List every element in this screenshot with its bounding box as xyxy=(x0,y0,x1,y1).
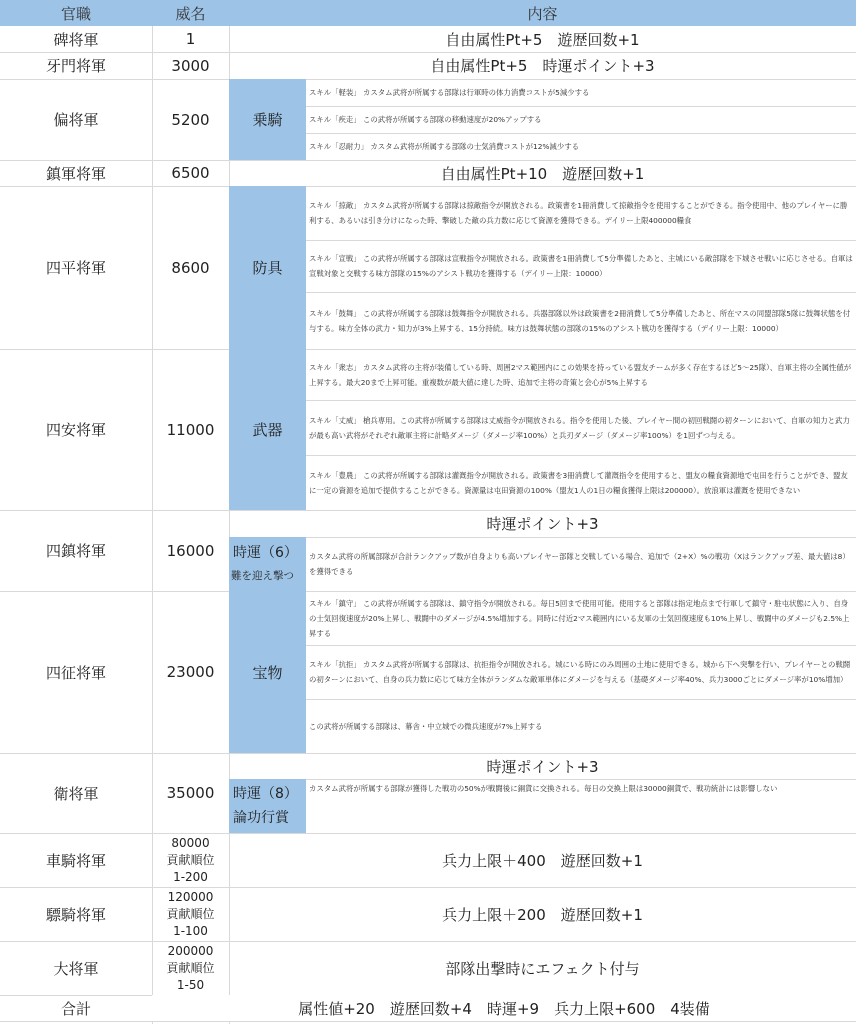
skill-description: スキル「豊農」 この武将が所属する部隊は灌漑指令が開放される。政策書を3冊消費して灌漑指令を使用すると、盟友の糧食資源地で屯田を行うことができ、盟友に一定の資源を追加で提供することができる。資源量は屯田資源の100%（盟友1人の1日の糧食獲得上限は200000）。放浪軍は灌漑を使用できない xyxy=(309,470,848,495)
skill-description: スキル「疾走」 この武将が所属する部隊の移動速度が20%アップする xyxy=(309,115,542,124)
fame-value xyxy=(152,833,229,887)
rank-name: 四安将軍 xyxy=(45,421,106,439)
reward-summary: 自由属性Pt+5 遊歴回数+1 xyxy=(445,30,640,49)
skill-description: スキル「抗拒」 カスタム武将が所属する部隊は、抗拒指令が開放される。城にいる時にのみ周囲の土地に使用できる。城から下へ突撃を行い、プレイヤーとの戦闘の初ターンにおいて、自身の兵力数に応じて味方全体がランダムな敵軍単体にダメージを与える（基礎ダメージ率40%、兵力3000ごとにダメージ率が10%増加） xyxy=(309,660,851,684)
rank-name: 碑将軍 xyxy=(53,30,99,49)
fortune-title: 時運（8） xyxy=(233,786,298,802)
reward-summary: 自由属性Pt+10 遊歴回数+1 xyxy=(440,164,645,183)
reward-summary: 時運ポイント+3 xyxy=(486,757,599,776)
equipment-category: 武器 xyxy=(229,349,306,510)
skill-description: この武将が所属する部隊は、幕舎・中立城での微兵速度が7%上昇する xyxy=(309,721,543,731)
fortune-box xyxy=(229,779,306,833)
rank-name: 四平将軍 xyxy=(45,259,106,277)
rank-name: 驃騎将軍 xyxy=(45,905,106,924)
fame-value xyxy=(152,941,229,995)
fame-amount: 120000 xyxy=(167,889,214,904)
skill-description: スキル「鎮守」 この武将が所属する部隊は、鎮守指令が開放される。毎日5回まで使用可能。使用すると部隊は指定地点まで行軍して鎮守・駐屯状態に入り、自身の士気回復速度が20%上昇し、戦闘中のダメージが4.5%増加する。同時に付近2マス範囲内にいる友軍の士気回復速度も10%上昇し、戦闘中のダメージも2.5%上昇する xyxy=(309,598,850,638)
header-content: 内容 xyxy=(229,0,856,26)
fortune-description: カスタム武将の所属部隊が合計ランクアップ数が自身よりも高いプレイヤー部隊と交戦している場合、追加で（2+X）%の戦功（Xはランクアップ差、最大値は8）を獲得できる xyxy=(309,552,850,576)
equipment-category: 乗騎 xyxy=(229,79,306,160)
skill-description: スキル「忍耐力」 カスタム武将が所属する部隊の士気消費コストが12%減少する xyxy=(309,142,579,151)
header-rank: 官職 xyxy=(0,0,152,26)
fortune-box xyxy=(229,537,306,591)
fame-condition: 貢献順位 xyxy=(166,960,215,975)
rank-name: 衛将軍 xyxy=(53,784,99,803)
fortune-title: 時運（6） xyxy=(233,545,298,561)
fame-amount: 200000 xyxy=(167,943,214,958)
total-summary: 属性値+20 遊歴回数+4 時運+9 兵力上限+600 4装備 xyxy=(152,995,856,1021)
fame-range: 1-50 xyxy=(176,977,205,992)
total-label: 合計 xyxy=(60,999,91,1018)
reward-summary: 時運ポイント+3 xyxy=(486,515,599,533)
fame-amount: 80000 xyxy=(171,835,210,850)
rank-name: 牙門将軍 xyxy=(45,57,106,75)
fame-value xyxy=(152,887,229,941)
skill-description: スキル「軽装」 カスタム武将が所属する部隊は行軍時の体力消費コストが5減少する xyxy=(309,88,590,97)
rank-name: 四鎮将軍 xyxy=(45,542,106,560)
fame-value: 1 xyxy=(185,30,196,48)
fortune-name: 難を迎え撃つ xyxy=(231,570,294,582)
rank-name: 車騎将軍 xyxy=(45,851,106,870)
reward-summary: 自由属性Pt+5 時運ポイント+3 xyxy=(430,57,655,75)
fortune-description: カスタム武将が所属する部隊が獲得した戦功の50%が戦闘後に銅貨に交換される。毎日の交換上限は30000銅貨で、戦功統計には影響しない xyxy=(309,784,778,793)
fame-condition: 貢献順位 xyxy=(166,906,215,921)
fame-value: 6500 xyxy=(171,164,210,182)
skill-description: スキル「掠敵」 カスタム武将が所属する部隊は掠敵指令が開放される。政策書を1冊消費して掠敵指令を使用することができる。指令使用中、他のプレイヤーに勝利する、あるいは引き分けになった時、撃破した敵の兵力数に応じて資源を獲得できる。デイリー上限400000糧食 xyxy=(309,201,848,225)
reward-summary: 部隊出撃時にエフェクト付与 xyxy=(445,959,640,978)
rank-name: 偏将軍 xyxy=(53,111,99,129)
fame-value: 11000 xyxy=(166,420,215,439)
skill-description: スキル「鼓舞」 この武将が所属する部隊は鼓舞指令が開放される。兵器部隊以外は政策書を2冊消費して5分準備したあと、所在マスの同盟部隊5隊に鼓舞状態を付与する。味方全体の武力・知力が3%上昇する、15分持続。味方は鼓舞状態の部隊の15%のアシスト戦功を獲得する（デイリー上限：10000） xyxy=(309,308,851,333)
skill-description: スキル「宣戦」 この武将が所属する部隊は宣戦指令が開放される。政策書を1冊消費して5分準備したあと、主城にいる敵部隊を下城させ戦いに応じさせる。自軍は宣戦対象と交戦する味方部隊の15%のアシスト戦功を獲得する（デイリー上限：10000） xyxy=(309,254,853,278)
rank-name: 鎮軍将軍 xyxy=(45,164,106,183)
fame-condition: 貢献順位 xyxy=(166,852,215,867)
equipment-category: 防具 xyxy=(229,186,306,349)
reward-summary: 兵力上限＋400 遊歴回数+1 xyxy=(442,851,643,870)
fame-value: 16000 xyxy=(166,541,215,560)
fame-value: 35000 xyxy=(166,784,215,802)
fame-range: 1-100 xyxy=(173,923,208,938)
fame-value: 8600 xyxy=(171,258,210,277)
fame-range: 1-200 xyxy=(173,869,208,884)
fortune-name: 論功行賞 xyxy=(233,810,289,826)
skill-description: スキル「衆志」 カスタム武将の主将が装備している時、周囲2マス範囲内にこの効果を持っている盟友チームが多く存在するほど5～25隊）、自軍主将の全属性値が上昇する。最大20まで上昇可能。重複数が最大値に達した時、追加で主将の奇策と会心が5%上昇する xyxy=(309,362,852,387)
reward-summary: 兵力上限＋200 遊歴回数+1 xyxy=(442,905,643,924)
equipment-category: 宝物 xyxy=(229,591,306,753)
fame-value: 23000 xyxy=(166,663,215,681)
fame-value: 5200 xyxy=(171,110,210,129)
fame-value: 3000 xyxy=(171,56,210,75)
skill-description: スキル「丈威」 槍兵専用。この武将が所属する部隊は丈威指令が開放される。指令を使用した後、プレイヤー間の初回戦闘の初ターンにおいて、自軍の知力と武力が最も高い武将がそれぞれ敵軍主将に計略ダメージ（ダメージ率100%）と兵刃ダメージ（ダメージ率100%）を1回ずつ与える。 xyxy=(309,415,850,440)
rank-name: 四征将軍 xyxy=(45,663,106,682)
header-fame: 威名 xyxy=(152,0,229,26)
rank-name: 大将軍 xyxy=(53,959,99,978)
